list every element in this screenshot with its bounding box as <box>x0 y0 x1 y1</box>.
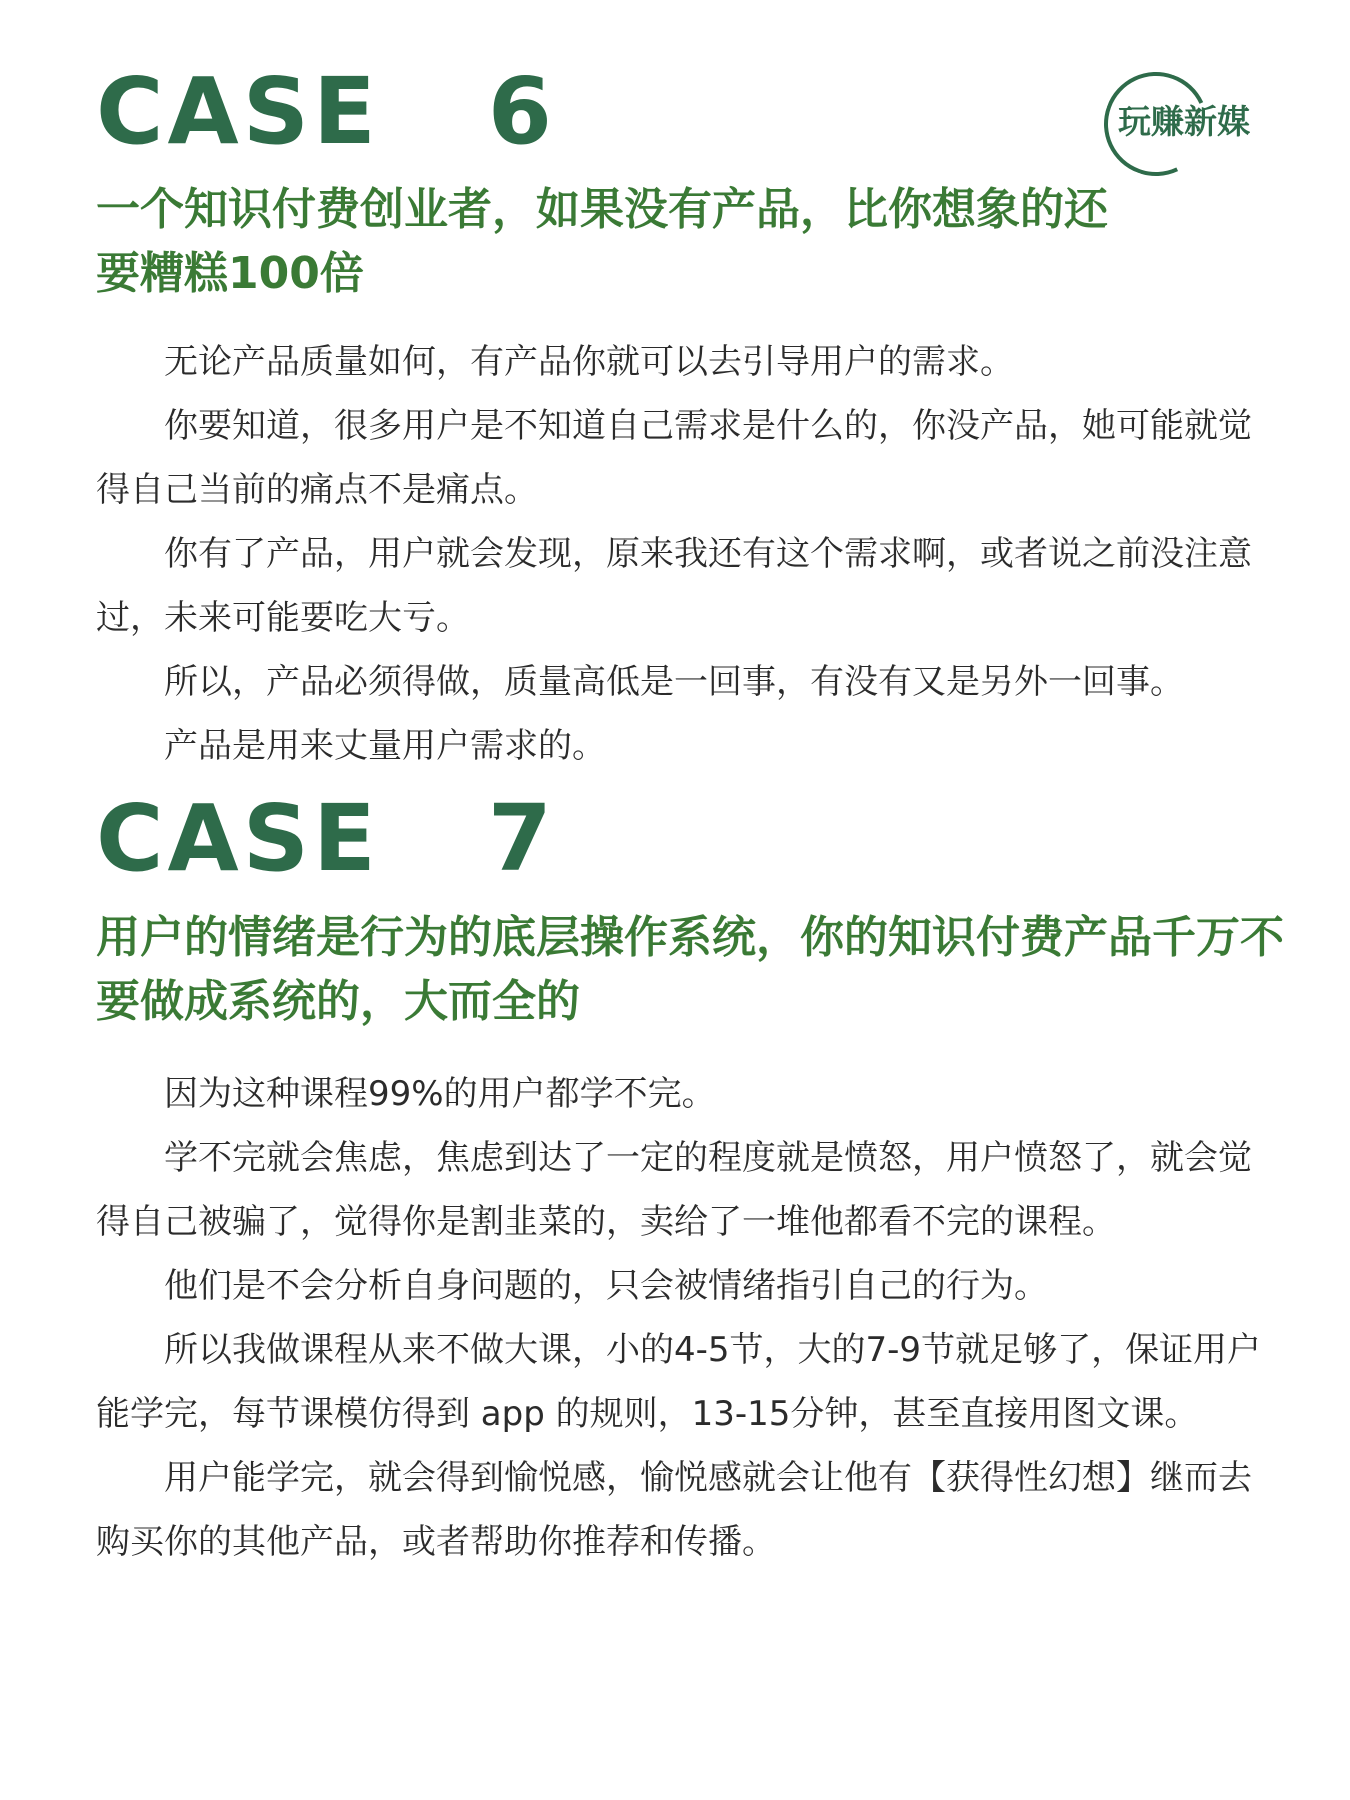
brand-logo <box>1104 72 1334 172</box>
case-7-paragraph: 学不完就会焦虑，焦虑到达了一定的程度就是愤怒，用户愤怒了，就会觉得自己被骗了，觉得你是割韭菜的，卖给了一堆他都看不完的课程。 <box>96 1138 1252 1242</box>
case-7-heading: CASE 7 <box>96 785 556 892</box>
case-7-subtitle: 用户的情绪是行为的底层操作系统，你的知识付费产品千万不要做成系统的，大而全的 <box>96 912 1284 1027</box>
case-7-body <box>96 1062 1264 1574</box>
case-7-paragraph: 他们是不会分析自身问题的，只会被情绪指引自己的行为。 <box>164 1266 1048 1306</box>
case-6-body <box>96 330 1264 778</box>
case-7-paragraph: 用户能学完，就会得到愉悦感，愉悦感就会让他有【获得性幻想】继而去购买你的其他产品，或者帮助你推荐和传播。 <box>96 1458 1252 1562</box>
case-6-paragraph: 产品是用来丈量用户需求的。 <box>164 726 606 766</box>
case-6-paragraph: 你要知道，很多用户是不知道自己需求是什么的，你没产品，她可能就觉得自己当前的痛点不是痛点。 <box>96 406 1252 510</box>
case-6-heading: CASE 6 <box>96 58 556 165</box>
case-7-paragraph: 因为这种课程99%的用户都学不完。 <box>164 1074 716 1114</box>
case-6-subtitle: 一个知识付费创业者，如果没有产品，比你想象的还要糟糕100倍 <box>96 184 1108 299</box>
case-7-paragraph: 所以我做课程从来不做大课，小的4-5节，大的7-9节就足够了，保证用户能学完，每节课模仿得到 app 的规则，13-15分钟，甚至直接用图文课。 <box>96 1330 1262 1434</box>
case-6-paragraph: 所以，产品必须得做，质量高低是一回事，有没有又是另外一回事。 <box>164 662 1184 702</box>
case-6-paragraph: 无论产品质量如何，有产品你就可以去引导用户的需求。 <box>164 342 1014 382</box>
case-6-paragraph: 你有了产品，用户就会发现，原来我还有这个需求啊，或者说之前没注意过，未来可能要吃大亏。 <box>96 534 1252 638</box>
logo-text: 玩赚新媒 <box>1118 102 1250 141</box>
